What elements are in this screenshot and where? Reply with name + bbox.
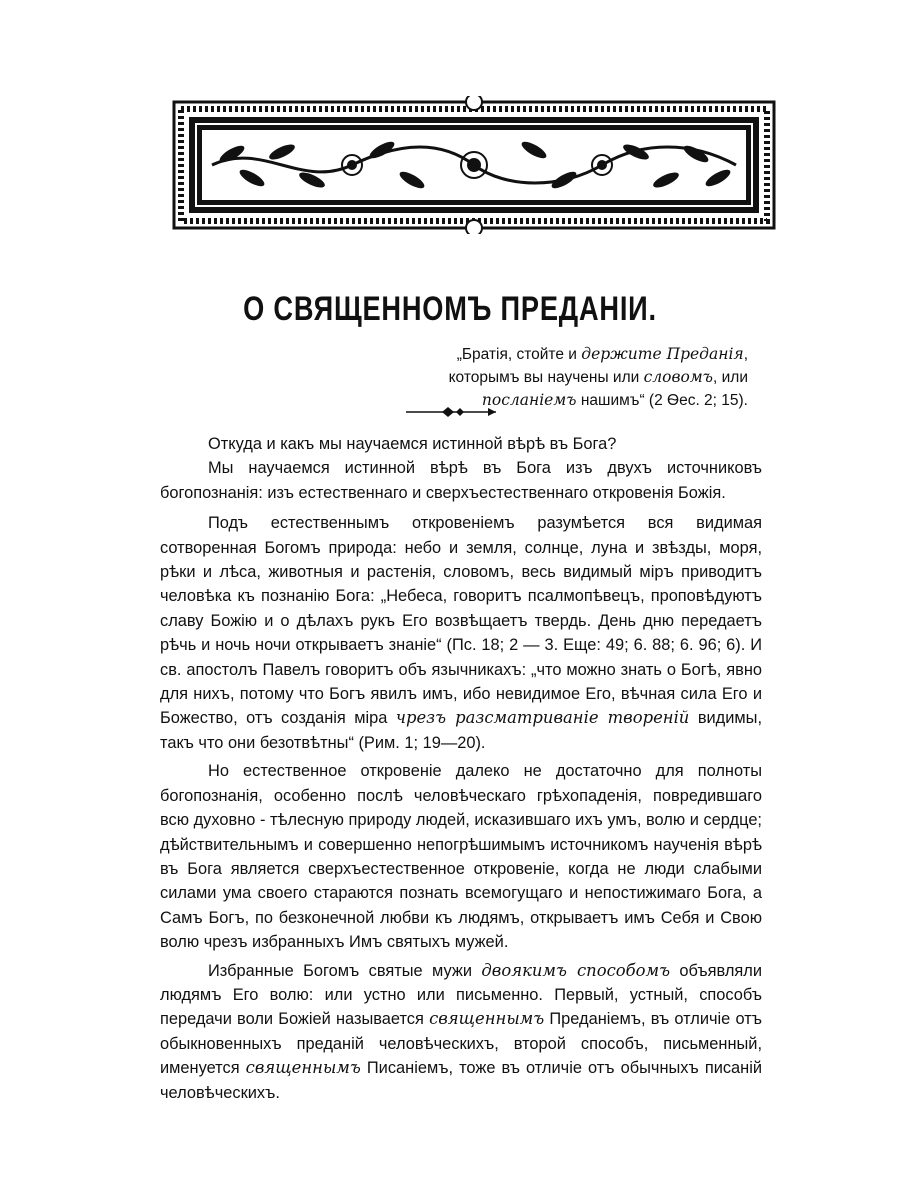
- body-paragraph: [160, 456, 762, 505]
- paragraph-emphasis: священнымъ: [245, 1058, 361, 1078]
- epigraph-text: , которымъ вы научены или: [448, 346, 748, 386]
- paragraph-text: Подъ естественнымъ откровеніемъ разумѣется вся видимая сотворенная Богомъ природа: небо и земля, солнце, луна и звѣзды, моря, рѣки и лѣса, животныя и растенія, словомъ, весь видимый міръ приводитъ человѣка къ познанію Бога: „Небеса, говоритъ псалмопѣвецъ, проповѣдуютъ славу Божію и о дѣлахъ рукъ Его возвѣщаетъ твердь. День дню передаетъ рѣчь и ночь ночи открываетъ знаніе“ (Пс. 18; 2 — 3. Еще: 49; 6. 88; 6. 96; 6). И св. апостолъ Павелъ говоритъ объ язычникахъ: „что можно знать о Богѣ, явно для нихъ, потому что Богъ явилъ имъ, ибо невидимое Его, вѣчная сила Его и Божество, отъ созданія міра: [160, 514, 762, 728]
- body-paragraph: [160, 432, 762, 456]
- floral-ornament-icon: [172, 96, 776, 234]
- body-paragraph: [160, 959, 762, 1105]
- paragraph-text: Избранные Богомъ святые мужи: [208, 961, 482, 980]
- epigraph-emphasis: держите Преданія: [581, 345, 744, 363]
- epigraph-emphasis: словомъ: [643, 368, 714, 386]
- body-paragraph: [160, 759, 762, 954]
- paragraph-emphasis: чрезъ разсматриваніе твореній: [395, 708, 690, 728]
- document-body: [160, 432, 762, 1105]
- epigraph-text: , или: [713, 369, 748, 386]
- paragraph-emphasis: двоякимъ способомъ: [481, 960, 671, 980]
- epigraph-text: нашимъ“ (2 Ѳес. 2; 15).: [576, 392, 748, 409]
- paragraph-text: Писаніемъ, тоже въ отличіе отъ обычныхъ писаній человѣческихъ.: [160, 1059, 763, 1102]
- paragraph-text: Откуда и какъ мы научаемся истинной вѣрѣ въ Бога?: [208, 435, 617, 453]
- body-paragraph: [160, 511, 762, 755]
- paragraph-emphasis: священнымъ: [429, 1009, 545, 1029]
- paragraph-text: объявляли людямъ Его волю: или устно или письменно. Первый, устный, способъ передачи воли Божіей называется: [160, 961, 763, 1029]
- epigraph: [388, 343, 748, 412]
- epigraph-text: „Братія, стойте и: [456, 346, 582, 363]
- paragraph-text: Мы научаемся истинной вѣрѣ въ Бога изъ двухъ источниковъ богопознанія: изъ естественнаго и сверхъестественнаго откровенія Божія.: [160, 459, 762, 502]
- paragraph-text: видимы, такъ что они безотвѣтны“ (Рим. 1; 19—20).: [160, 709, 763, 752]
- page-title: О СВЯЩЕННОМЪ ПРЕДАНІИ.: [243, 290, 657, 328]
- diamond-divider-icon: [404, 404, 498, 420]
- paragraph-text: Но естественное откровеніе далеко не достаточно для полноты богопознанія, особенно послѣ человѣческаго грѣхопаденія, повредившаго всю духовно - тѣлесную природу людей, исказившаго ихъ умъ, волю и сердце; дѣйствительнымъ и совершенно непогрѣшимымъ источникомъ наученія вѣрѣ въ Бога является сверхъестественное откровеніе, когда не люди слабыми силами ума своего стараются познать всемогущаго и непостижимаго Бога, а Самъ Богъ, по безконечной любви къ людямъ, открываетъ имъ Себя и Свою волю чрезъ избранныхъ Имъ святыхъ мужей.: [160, 762, 762, 952]
- paragraph-text: Преданіемъ, въ отличіе отъ обыкновенныхъ преданій человѣческихъ, второй способъ, письменный, именуется: [160, 1010, 762, 1078]
- epigraph-emphasis: посланіемъ: [481, 391, 577, 409]
